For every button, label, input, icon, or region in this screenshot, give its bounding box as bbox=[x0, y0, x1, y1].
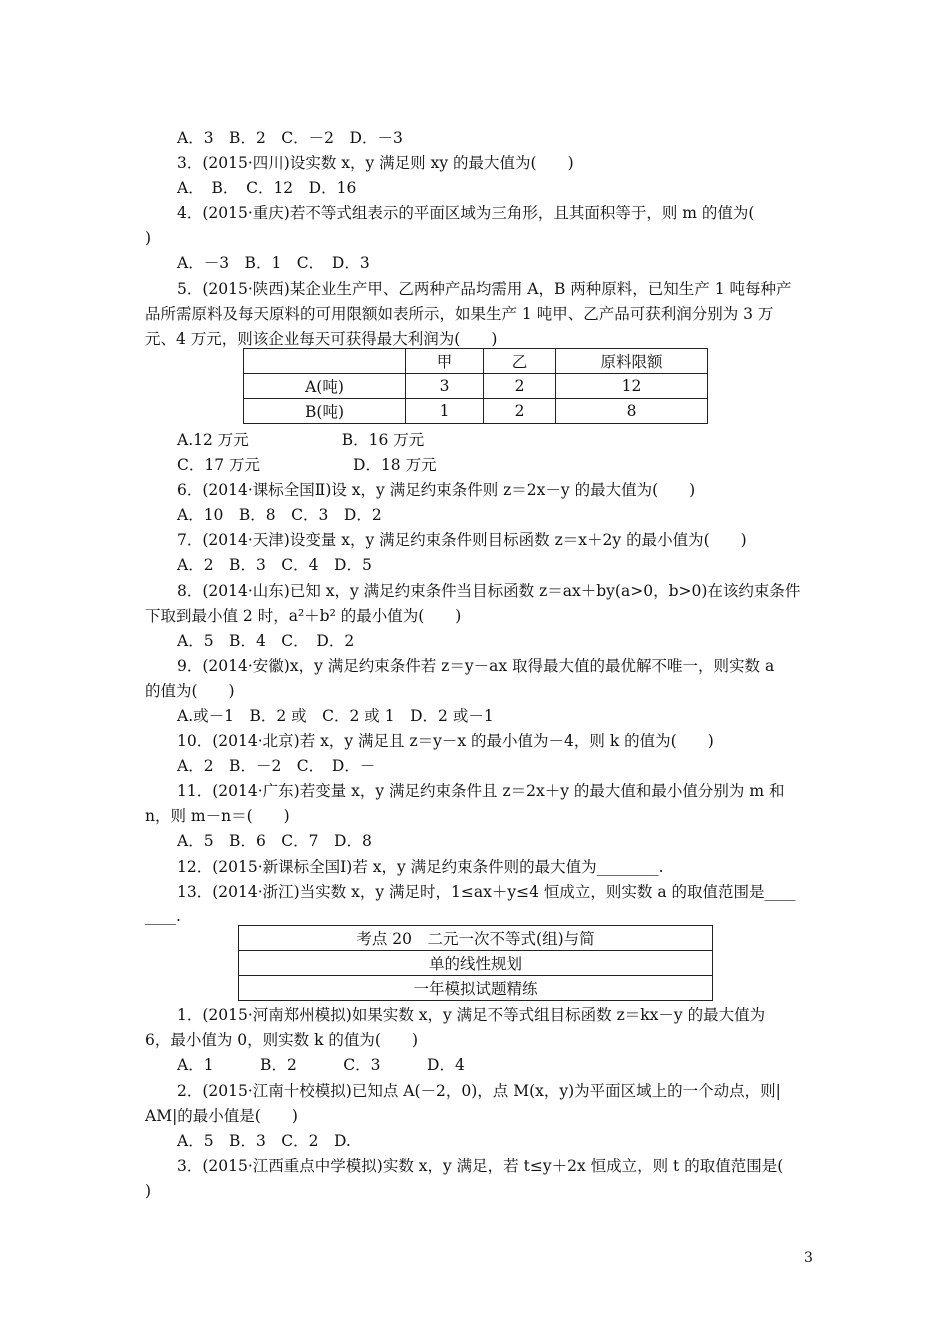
page-number: 3 bbox=[804, 1250, 813, 1266]
question-6: 6．(2014·课标全国Ⅱ)设 x，y 满足约束条件则 z＝2x－y 的最大值为( ) bbox=[177, 481, 696, 499]
banner-subtitle: 单的线性规划 bbox=[239, 951, 713, 976]
mock-question-1-cont: 6，最小值为 0，则实数 k 的值为( ) bbox=[145, 1031, 418, 1049]
table-header-row bbox=[244, 349, 708, 374]
answer-choices-q9: A.或－1 B．2 或 C．2 或 1 D．2 或－1 bbox=[177, 707, 494, 725]
question-13-cont: ____. bbox=[145, 907, 181, 925]
mock-question-3-cont: ) bbox=[145, 1182, 152, 1200]
question-13: 13．(2014·浙江)当实数 x，y 满足时，1≤ax＋y≤4 恒成立，则实数 a 的取值范围是____ bbox=[177, 883, 796, 901]
question-7: 7．(2014·天津)设变量 x，y 满足约束条件则目标函数 z＝x＋2y 的最小值为( ) bbox=[177, 531, 747, 549]
table-header-cell: 甲 bbox=[406, 349, 484, 374]
banner-row bbox=[239, 926, 713, 951]
answer-choices-q10: A．2 B．－2 C． D．－ bbox=[177, 757, 376, 775]
answer-choices-q5-b: C．17 万元 D．18 万元 bbox=[177, 456, 437, 474]
answer-choices-q6: A．10 B．8 C．3 D．2 bbox=[177, 506, 382, 524]
table-cell: 8 bbox=[556, 399, 708, 424]
question-4: 4．(2015·重庆)若不等式组表示的平面区域为三角形，且其面积等于，则 m 的值为( bbox=[177, 204, 755, 222]
table-cell: A(吨) bbox=[244, 374, 406, 399]
table-cell: 2 bbox=[484, 374, 556, 399]
question-8-cont: 下取到最小值 2 时，a²＋b² 的最小值为( ) bbox=[145, 607, 462, 625]
answer-choices-q2: A．3 B．2 C．－2 D．－3 bbox=[177, 129, 403, 147]
mock-question-2-cont: AM|的最小值是( ) bbox=[145, 1107, 298, 1125]
table-header-cell bbox=[244, 349, 406, 374]
question-5: 5．(2015·陕西)某企业生产甲、乙两种产品均需用 A，B 两种原料，已知生产 1 吨每种产 bbox=[177, 280, 792, 298]
answer-choices-q5-a: A.12 万元 B．16 万元 bbox=[177, 431, 425, 449]
question-10: 10．(2014·北京)若 x，y 满足且 z＝y－x 的最小值为－4，则 k 的值为( ) bbox=[177, 732, 714, 750]
table-row bbox=[244, 399, 708, 424]
question-4-cont: ) bbox=[145, 229, 152, 247]
table-cell: 1 bbox=[406, 399, 484, 424]
question-12: 12．(2015·新课标全国Ⅰ)若 x，y 满足约束条件则的最大值为________. bbox=[177, 858, 664, 876]
table-row bbox=[244, 374, 708, 399]
answer-choices-m2: A．5 B．3 C．2 D. bbox=[177, 1132, 351, 1150]
table-cell: 3 bbox=[406, 374, 484, 399]
section-banner bbox=[238, 925, 713, 1001]
question-11: 11．(2014·广东)若变量 x，y 满足约束条件且 z＝2x＋y 的最大值和最小值分别为 m 和 bbox=[177, 782, 785, 800]
mock-question-1: 1．(2015·河南郑州模拟)如果实数 x，y 满足不等式组目标函数 z＝kx－y 的最大值为 bbox=[177, 1006, 766, 1024]
question-5-cont-2: 元、4 万元，则该企业每天可获得最大利润为( ) bbox=[145, 330, 498, 348]
question-3: 3．(2015·四川)设实数 x，y 满足则 xy 的最大值为( ) bbox=[177, 154, 574, 172]
banner-title: 考点 20 二元一次不等式(组)与简 bbox=[239, 926, 713, 951]
question-11-cont: n，则 m－n＝( ) bbox=[145, 807, 290, 825]
table-cell: B(吨) bbox=[244, 399, 406, 424]
table-cell: 12 bbox=[556, 374, 708, 399]
question-5-cont-1: 品所需原料及每天原料的可用限额如表所示，如果生产 1 吨甲、乙产品可获利润分别为 3 万 bbox=[145, 305, 774, 323]
question-9-cont: 的值为( ) bbox=[145, 682, 235, 700]
answer-choices-q11: A．5 B．6 C．7 D．8 bbox=[177, 832, 372, 850]
banner-row bbox=[239, 951, 713, 976]
question-9: 9．(2014·安徽)x，y 满足约束条件若 z＝y－ax 取得最大值的最优解不唯一，则实数 a bbox=[177, 657, 775, 675]
question-8: 8．(2014·山东)已知 x，y 满足约束条件当目标函数 z＝ax＋by(a>0，b>0)在该约束条件 bbox=[177, 582, 801, 600]
materials-table bbox=[243, 348, 708, 424]
answer-choices-q3: A． B． C．12 D．16 bbox=[177, 179, 357, 197]
answer-choices-q7: A．2 B．3 C．4 D．5 bbox=[177, 556, 372, 574]
banner-row bbox=[239, 976, 713, 1001]
table-header-cell: 原料限额 bbox=[556, 349, 708, 374]
mock-question-2: 2．(2015·江南十校模拟)已知点 A(－2，0)，点 M(x，y)为平面区域上的一个动点，则| bbox=[177, 1082, 781, 1100]
table-cell: 2 bbox=[484, 399, 556, 424]
banner-section-label: 一年模拟试题精练 bbox=[239, 976, 713, 1001]
answer-choices-m1: A．1 B．2 C．3 D．4 bbox=[177, 1056, 465, 1074]
mock-question-3: 3．(2015·江西重点中学模拟)实数 x，y 满足，若 t≤y＋2x 恒成立，则 t 的取值范围是( bbox=[177, 1157, 784, 1175]
table-header-cell: 乙 bbox=[484, 349, 556, 374]
answer-choices-q4: A．－3 B．1 C． D．3 bbox=[177, 254, 370, 272]
answer-choices-q8: A．5 B．4 C． D．2 bbox=[177, 632, 355, 650]
